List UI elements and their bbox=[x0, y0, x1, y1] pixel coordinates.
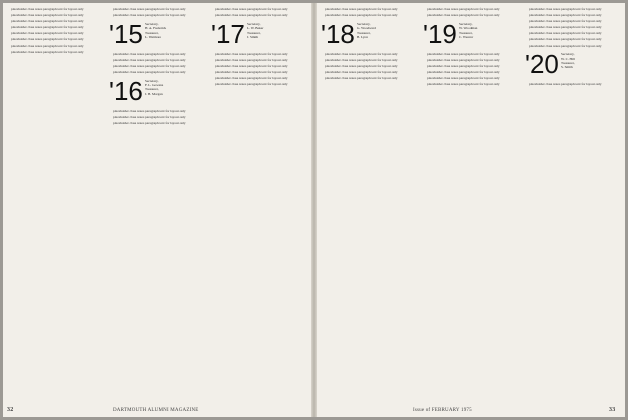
left-page bbox=[3, 3, 311, 417]
treasurer-name: L. Wetmore bbox=[145, 34, 162, 39]
paragraph: placeholder class notes paragraph text for layout only bbox=[215, 76, 288, 81]
paragraph: placeholder class notes paragraph text for layout only bbox=[215, 57, 288, 62]
paragraph: placeholder class notes paragraph text for layout only bbox=[427, 63, 500, 68]
class-heading-20 bbox=[525, 50, 623, 80]
paragraph: placeholder class notes paragraph text for layout only bbox=[11, 25, 84, 30]
right-col-3 bbox=[525, 7, 623, 402]
class-year: '20 bbox=[525, 49, 559, 80]
class-officers bbox=[145, 79, 207, 97]
treasurer-name: S. Smith bbox=[561, 65, 573, 70]
class-year: '19 bbox=[423, 18, 457, 49]
issue-date: Issue of FEBRUARY 1975 bbox=[413, 408, 472, 413]
paragraph: placeholder class notes paragraph text for layout only bbox=[215, 82, 288, 87]
paragraph: placeholder class notes paragraph text for layout only bbox=[215, 13, 288, 18]
paragraph: placeholder class notes paragraph text for layout only bbox=[427, 51, 500, 56]
paragraph: placeholder class notes paragraph text for layout only bbox=[325, 63, 398, 68]
paragraph: placeholder class notes paragraph text for layout only bbox=[11, 7, 84, 11]
treasurer-name: C. Weaver bbox=[459, 34, 474, 39]
paragraph: placeholder class notes paragraph text for layout only bbox=[113, 120, 186, 125]
left-footer-title bbox=[113, 408, 199, 414]
paragraph: placeholder class notes paragraph text for layout only bbox=[11, 13, 84, 18]
paragraph: placeholder class notes paragraph text for layout only bbox=[529, 25, 602, 30]
paragraph: placeholder class notes paragraph text for layout only bbox=[215, 63, 288, 68]
treasurer-label: Treasurer, bbox=[357, 30, 371, 35]
paragraph: placeholder class notes paragraph text for layout only bbox=[11, 31, 84, 36]
paragraph: placeholder class notes paragraph text for layout only bbox=[427, 76, 500, 81]
class-officers bbox=[247, 22, 309, 40]
class-heading-18 bbox=[321, 20, 419, 50]
left-col-2 bbox=[109, 7, 207, 402]
class-heading-17 bbox=[211, 20, 309, 50]
secretary-label: Secretary, bbox=[357, 21, 371, 26]
paragraph: placeholder class notes paragraph text for layout only bbox=[11, 43, 84, 48]
paragraph: placeholder class notes paragraph text for layout only bbox=[11, 49, 84, 54]
class-officers bbox=[459, 22, 521, 40]
paragraph: placeholder class notes paragraph text for layout only bbox=[113, 114, 186, 119]
right-col-1 bbox=[321, 7, 419, 402]
class-year: '16 bbox=[109, 75, 143, 106]
treasurer-name: J. Smith bbox=[247, 34, 259, 39]
secretary-name: W. Woodman bbox=[459, 26, 478, 31]
paragraph: placeholder class notes paragraph text for layout only bbox=[325, 76, 398, 81]
paragraph: placeholder class notes paragraph text for layout only bbox=[113, 51, 186, 56]
treasurer-name: J. B. Morgan bbox=[145, 91, 163, 96]
paragraph: placeholder class notes paragraph text for layout only bbox=[427, 57, 500, 62]
paragraph: placeholder class notes paragraph text for layout only bbox=[215, 51, 288, 56]
right-footer bbox=[609, 407, 615, 414]
secretary-label: Secretary, bbox=[145, 78, 159, 83]
paragraph: placeholder class notes paragraph text for layout only bbox=[427, 7, 500, 11]
paragraph: placeholder class notes paragraph text for layout only bbox=[11, 19, 84, 24]
secretary-label: Secretary, bbox=[459, 21, 473, 26]
right-col-2 bbox=[423, 7, 521, 402]
treasurer-label: Treasurer, bbox=[459, 30, 473, 35]
treasurer-label: Treasurer, bbox=[145, 87, 159, 92]
treasurer-label: Treasurer, bbox=[247, 30, 261, 35]
class-year: '18 bbox=[321, 18, 355, 49]
paragraph: placeholder class notes paragraph text for layout only bbox=[113, 13, 186, 18]
paragraph: placeholder class notes paragraph text for layout only bbox=[113, 57, 186, 62]
paragraph: placeholder class notes paragraph text for layout only bbox=[113, 63, 186, 68]
class-officers bbox=[145, 22, 207, 40]
class-heading-19 bbox=[423, 20, 521, 50]
paragraph: placeholder class notes paragraph text for layout only bbox=[215, 69, 288, 74]
right-footer-title bbox=[413, 408, 472, 414]
magazine-title: DARTMOUTH ALUMNI MAGAZINE bbox=[113, 408, 199, 413]
secretary-label: Secretary, bbox=[145, 21, 159, 26]
paragraph: placeholder class notes paragraph text for layout only bbox=[325, 51, 398, 56]
secretary-name: G. Woodward bbox=[357, 26, 376, 31]
paragraph: placeholder class notes paragraph text for layout only bbox=[529, 31, 602, 36]
paragraph: placeholder class notes paragraph text for layout only bbox=[529, 37, 602, 42]
page-number: 32 bbox=[7, 407, 14, 413]
class-officers bbox=[357, 22, 419, 40]
paragraph: placeholder class notes paragraph text for layout only bbox=[529, 82, 602, 87]
paragraph: placeholder class notes paragraph text for layout only bbox=[529, 7, 602, 11]
page-number: 33 bbox=[609, 407, 616, 413]
paragraph: placeholder class notes paragraph text for layout only bbox=[113, 69, 186, 74]
paragraph: placeholder class notes paragraph text for layout only bbox=[529, 13, 602, 18]
class-heading-15 bbox=[109, 20, 207, 50]
left-col-1 bbox=[7, 7, 105, 402]
paragraph: placeholder class notes paragraph text for layout only bbox=[325, 7, 398, 11]
secretary-name: F. L. Gowans bbox=[145, 82, 164, 87]
paragraph: placeholder class notes paragraph text for layout only bbox=[427, 69, 500, 74]
secretary-name: H. A. Frederick bbox=[145, 26, 167, 31]
class-year: '17 bbox=[211, 18, 245, 49]
secretary-name: W. C. Hill bbox=[561, 56, 575, 61]
paragraph: placeholder class notes paragraph text for layout only bbox=[325, 13, 398, 18]
secretary-name: L. W. Baker bbox=[247, 26, 264, 31]
paragraph: placeholder class notes paragraph text for layout only bbox=[113, 108, 186, 113]
paragraph: placeholder class notes paragraph text for layout only bbox=[325, 57, 398, 62]
right-page bbox=[317, 3, 625, 417]
class-year: '15 bbox=[109, 18, 143, 49]
paragraph: placeholder class notes paragraph text for layout only bbox=[113, 7, 186, 11]
secretary-label: Secretary, bbox=[247, 21, 261, 26]
class-heading-16 bbox=[109, 77, 207, 107]
paragraph: placeholder class notes paragraph text for layout only bbox=[427, 13, 500, 18]
paragraph: placeholder class notes paragraph text for layout only bbox=[529, 43, 602, 48]
paragraph: placeholder class notes paragraph text for layout only bbox=[427, 82, 500, 87]
treasurer-label: Treasurer, bbox=[145, 30, 159, 35]
magazine-spread bbox=[3, 3, 625, 417]
paragraph: placeholder class notes paragraph text for layout only bbox=[529, 19, 602, 24]
treasurer-name: B. Lyon bbox=[357, 34, 368, 39]
paragraph: placeholder class notes paragraph text for layout only bbox=[11, 37, 84, 42]
secretary-label: Secretary, bbox=[561, 52, 575, 57]
paragraph: placeholder class notes paragraph text for layout only bbox=[215, 7, 288, 11]
class-officers bbox=[561, 52, 623, 70]
left-col-3 bbox=[211, 7, 309, 402]
left-footer bbox=[7, 407, 13, 414]
paragraph: placeholder class notes paragraph text for layout only bbox=[325, 69, 398, 74]
treasurer-label: Treasurer, bbox=[561, 60, 575, 65]
